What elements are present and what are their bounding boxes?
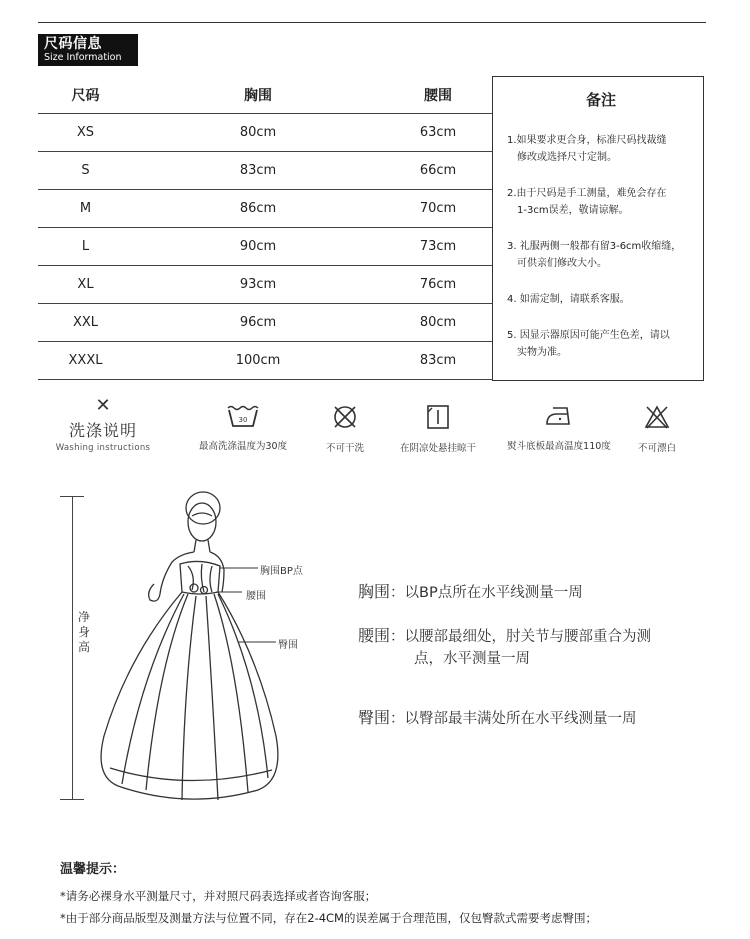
skirt-outline bbox=[101, 592, 278, 799]
measure-key: 腰围 bbox=[358, 626, 391, 645]
measure-text-cont: 点，水平测量一周 bbox=[414, 651, 530, 667]
iron-icon bbox=[543, 404, 575, 428]
height-line bbox=[72, 496, 73, 799]
notes-title: 备注 bbox=[585, 91, 616, 109]
table-row bbox=[38, 342, 493, 380]
wash-item bbox=[628, 404, 686, 454]
cell-bust: 83cm bbox=[239, 163, 277, 178]
washing-section bbox=[0, 396, 750, 466]
cell-size: XS bbox=[76, 125, 95, 140]
size-table-header bbox=[38, 76, 493, 114]
size-info-subtitle: Size Information bbox=[44, 52, 122, 63]
height-label: 净身高 bbox=[78, 610, 91, 654]
size-table bbox=[38, 76, 493, 380]
cell-bust: 96cm bbox=[239, 315, 277, 330]
tip-item: *由于部分商品版型及测量方法与位置不同，存在2-4CM的误差属于合理范围，仅包臀款式需要考虑臀围； bbox=[60, 911, 597, 925]
cell-waist: 76cm bbox=[419, 277, 457, 292]
tips-section bbox=[60, 858, 597, 929]
wash-item-label: 不可漂白 bbox=[637, 443, 676, 454]
tip-item: *请务必裸身水平测量尺寸，并对照尺码表选择或者咨询客服； bbox=[60, 889, 377, 903]
table-row bbox=[38, 152, 493, 190]
wash-item bbox=[492, 404, 626, 452]
wash-item-label: 最高洗涤温度为30度 bbox=[198, 441, 288, 452]
cell-waist: 73cm bbox=[419, 239, 457, 254]
cell-size: XL bbox=[77, 277, 94, 292]
wash-item-label: 熨斗底板最高温度110度 bbox=[507, 441, 611, 452]
table-row bbox=[38, 114, 493, 152]
measure-text: ：以BP点所在水平线测量一周 bbox=[390, 585, 583, 601]
cell-bust: 93cm bbox=[239, 277, 277, 292]
measure-bust bbox=[358, 581, 583, 604]
cell-waist: 66cm bbox=[419, 163, 457, 178]
dress-figure-illustration bbox=[88, 486, 288, 808]
size-info-title: 尺码信息 bbox=[44, 36, 102, 52]
measure-text: ：以臀部最丰满处所在水平线测量一周 bbox=[390, 711, 637, 727]
measure-key: 臀围 bbox=[358, 708, 391, 727]
table-row bbox=[38, 266, 493, 304]
cell-waist: 80cm bbox=[419, 315, 457, 330]
measure-waist bbox=[358, 625, 651, 670]
header-size: 尺码 bbox=[71, 87, 100, 104]
cell-waist: 83cm bbox=[419, 353, 457, 368]
waist-point-label: 腰围 bbox=[246, 591, 266, 602]
table-row bbox=[38, 228, 493, 266]
cell-bust: 86cm bbox=[239, 201, 277, 216]
no-dry-clean-icon bbox=[332, 404, 358, 430]
note-item: 5. 因显示器原因可能产生色差，请以 实物为准。 bbox=[507, 330, 670, 358]
cell-bust: 90cm bbox=[239, 239, 277, 254]
header-bust: 胸围 bbox=[244, 87, 272, 104]
wash-temp-mark: 30 bbox=[238, 416, 248, 424]
measure-key: 胸围 bbox=[358, 582, 391, 601]
top-divider bbox=[38, 22, 706, 23]
note-item: 1.如果要求更合身，标准尺码找裁缝 修改或选择尺寸定制。 bbox=[507, 135, 667, 163]
washing-subtitle: Washing instructions bbox=[55, 443, 151, 453]
cell-waist: 70cm bbox=[419, 201, 457, 216]
cell-size: S bbox=[81, 163, 90, 178]
cell-bust: 100cm bbox=[235, 353, 281, 368]
hip-point-label: 臀围 bbox=[278, 640, 298, 651]
cell-size: M bbox=[79, 201, 92, 216]
cell-waist: 63cm bbox=[419, 125, 457, 140]
size-info-badge bbox=[38, 34, 138, 66]
notes-box bbox=[492, 76, 704, 381]
note-item: 4. 如需定制，请联系客服。 bbox=[507, 294, 630, 305]
line-dry-shade-icon bbox=[426, 404, 450, 430]
note-item: 2.由于尺码是手工测量，难免会存在 1-3cm误差，敬请谅解。 bbox=[507, 188, 667, 216]
wash-item-label: 不可干洗 bbox=[325, 443, 364, 454]
hair-bun bbox=[186, 492, 220, 524]
note-item: 3. 礼服两侧一般都有留3-6cm收缩缝， 可供亲们修改大小。 bbox=[507, 241, 682, 269]
wash-item-label: 在阴凉处悬挂晾干 bbox=[399, 443, 476, 454]
measure-text: ：以腰部最细处，肘关节与腰部重合为测 bbox=[390, 629, 652, 645]
header-waist: 腰围 bbox=[424, 87, 452, 104]
wash-item bbox=[384, 404, 492, 454]
wash-item bbox=[188, 404, 298, 452]
cell-size: XXL bbox=[72, 315, 99, 330]
table-row bbox=[38, 304, 493, 342]
washing-title: 洗涤说明 bbox=[68, 421, 137, 440]
table-row bbox=[38, 190, 493, 228]
cell-bust: 80cm bbox=[239, 125, 277, 140]
height-bottom-cap bbox=[60, 799, 84, 800]
wash-item bbox=[310, 404, 380, 454]
bust-point-label: 胸围BP点 bbox=[260, 566, 303, 577]
no-bleach-icon bbox=[643, 404, 671, 430]
wash-tub-icon bbox=[226, 404, 260, 428]
cross-icon: ✕ bbox=[95, 395, 111, 416]
washing-heading bbox=[50, 396, 156, 453]
cell-size: L bbox=[81, 239, 90, 254]
measure-hip bbox=[358, 707, 637, 730]
cell-size: XXXL bbox=[68, 353, 103, 368]
tips-title: 温馨提示： bbox=[60, 862, 126, 877]
